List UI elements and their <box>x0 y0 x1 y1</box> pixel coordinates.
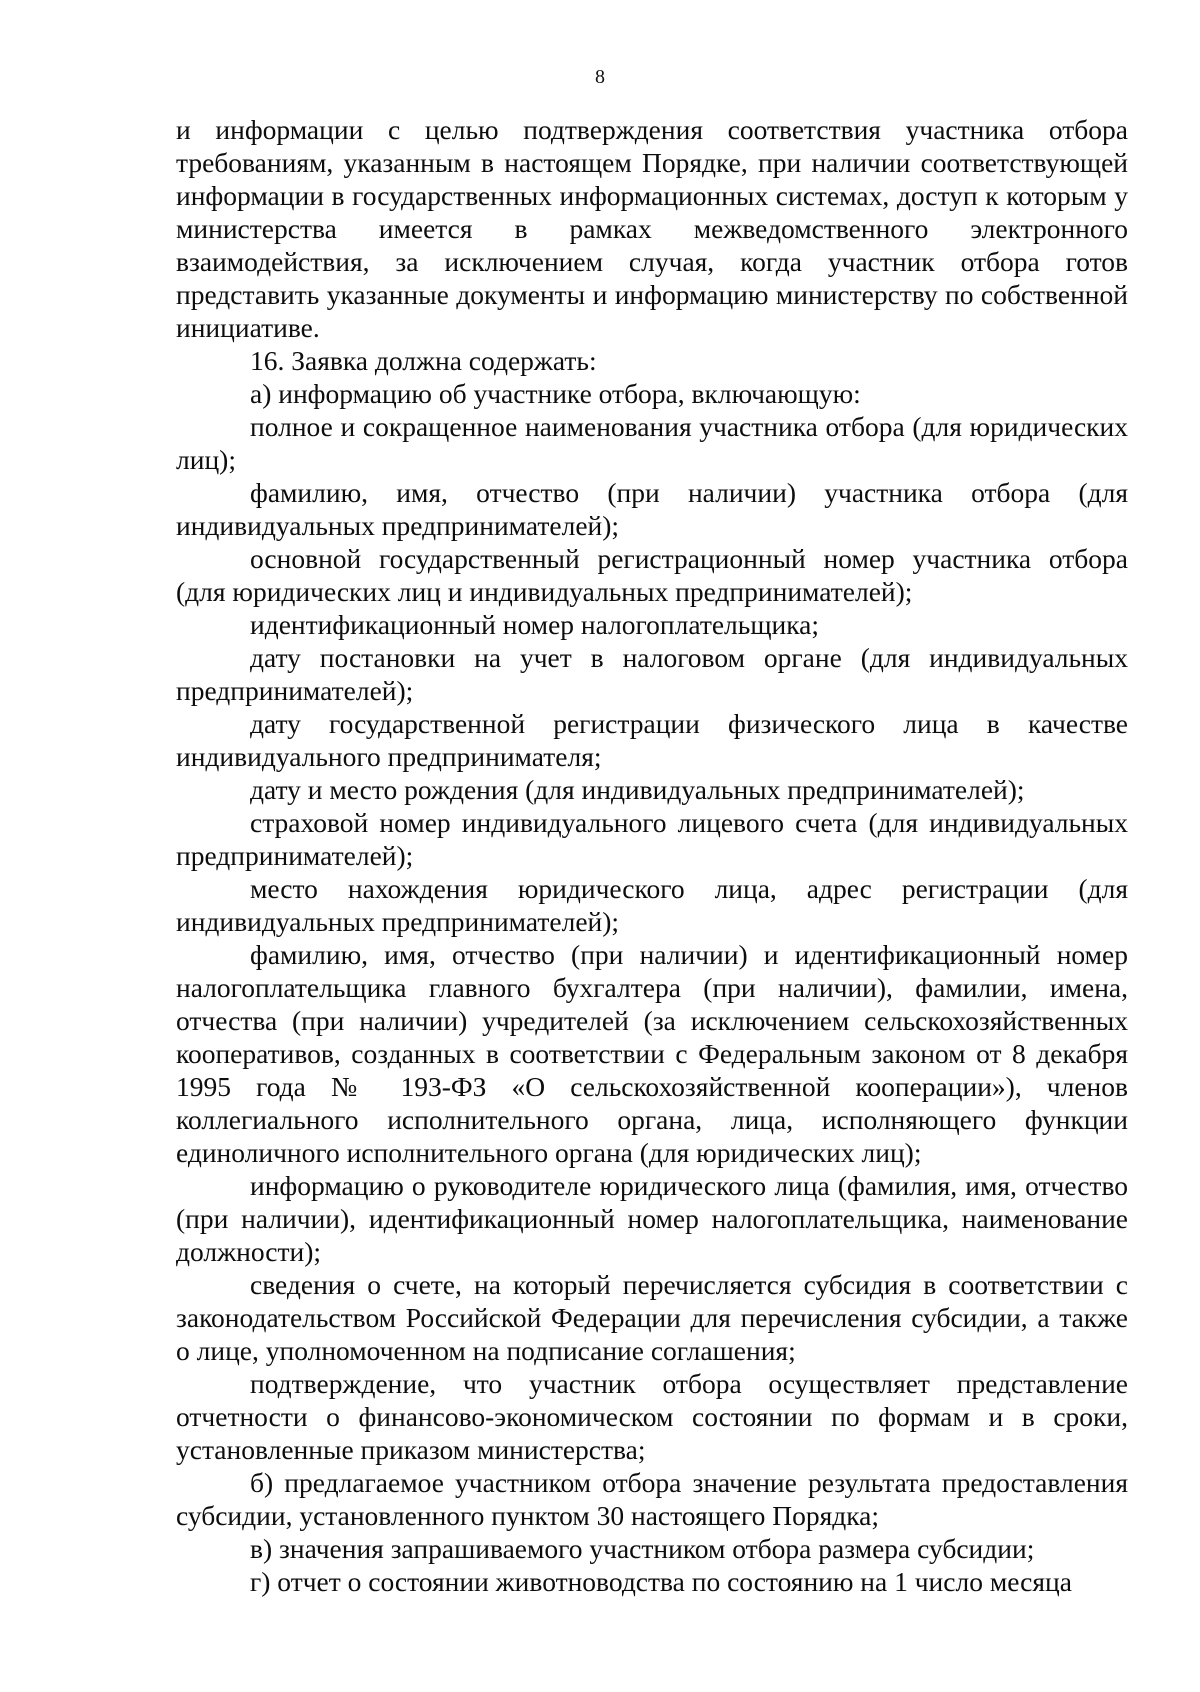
paragraph-head-info: информацию о руководителе юридического лица (фамилия, имя, отчество (при наличии), идентификационный номер налогоплательщика, наименование должности); <box>176 1170 1128 1267</box>
paragraph-subitem-v: в) значения запрашиваемого участником отбора размера субсидии; <box>250 1533 1035 1564</box>
paragraph-reporting-confirmation: подтверждение, что участник отбора осуществляет представление отчетности о финансово-экономическом состоянии по формам и в сроки, установленные приказом министерства; <box>176 1368 1128 1465</box>
paragraph-snils: страховой номер индивидуального лицевого счета (для индивидуальных предпринимателей); <box>176 807 1128 871</box>
paragraph-tax-registration-date: дату постановки на учет в налоговом органе (для индивидуальных предпринимателей); <box>176 642 1128 706</box>
paragraph-fio: фамилию, имя, отчество (при наличии) участника отбора (для индивидуальных предпринимателей); <box>176 477 1128 541</box>
page-number: 8 <box>595 66 605 88</box>
paragraph-item-16: 16. Заявка должна содержать: <box>250 345 597 376</box>
paragraph-state-registration-date: дату государственной регистрации физического лица в качестве индивидуального предпринимателя; <box>176 708 1128 772</box>
paragraph-subitem-b: б) предлагаемое участником отбора значение результата предоставления субсидии, установленного пунктом 30 настоящего Порядка; <box>176 1467 1128 1531</box>
paragraph-continuation: и информации с целью подтверждения соответствия участника отбора требованиям, указанным в настоящем Порядке, при наличии соответствующей информации в государственных информационных системах, доступ к которым у министерства имеется в рамках межведомственного электронного взаимодействия, за исключением случая, когда участник отбора готов представить указанные документы и информацию министерству по собственной инициативе. <box>176 114 1128 343</box>
paragraph-full-name: полное и сокращенное наименования участника отбора (для юридических лиц); <box>176 411 1128 475</box>
paragraph-inn: идентификационный номер налогоплательщика; <box>250 609 820 640</box>
document-body <box>176 113 1128 1598</box>
paragraph-ogrn: основной государственный регистрационный номер участника отбора (для юридических лиц и индивидуальных предпринимателей); <box>176 543 1128 607</box>
paragraph-subitem-a: а) информацию об участнике отбора, включающую: <box>250 378 861 409</box>
paragraph-account-info: сведения о счете, на который перечисляется субсидия в соответствии с законодательством Российской Федерации для перечисления субсидии, а также о лице, уполномоченном на подписание соглашения; <box>176 1269 1128 1366</box>
paragraph-subitem-g: г) отчет о состоянии животноводства по состоянию на 1 число месяца <box>250 1566 1072 1597</box>
paragraph-accountant-founders: фамилию, имя, отчество (при наличии) и идентификационный номер налогоплательщика главного бухгалтера (при наличии), фамилии, имена, отчества (при наличии) учредителей (за исключением сельскохозяйственных кооперативов, созданных в соответствии с Федеральным законом от 8 декабря 1995 года № 193-ФЗ «О сельскохозяйственной кооперации»), членов коллегиального исполнительного органа, лица, исполняющего функции единоличного исполнительного органа (для юридических лиц); <box>176 939 1128 1168</box>
paragraph-address: место нахождения юридического лица, адрес регистрации (для индивидуальных предпринимателей); <box>176 873 1128 937</box>
paragraph-birth-date-place: дату и место рождения (для индивидуальных предпринимателей); <box>250 774 1025 805</box>
